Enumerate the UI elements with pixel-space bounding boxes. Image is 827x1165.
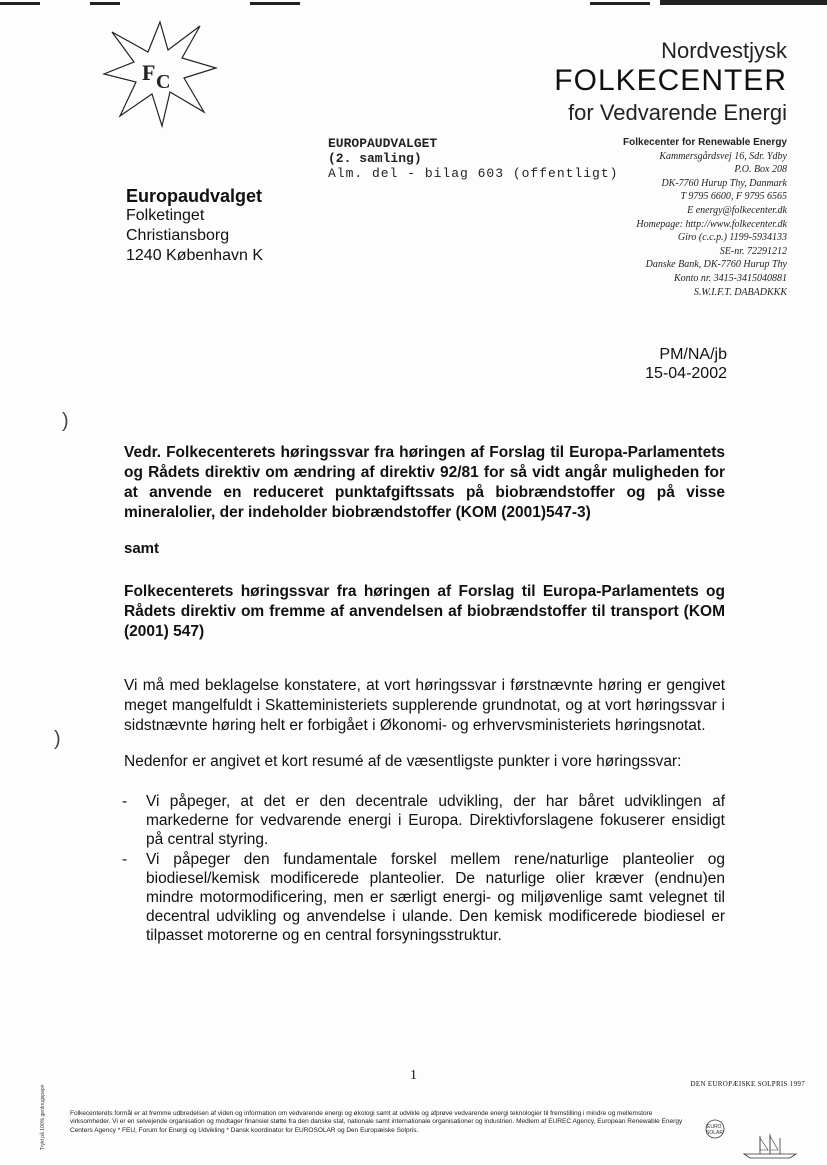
reference-block: [645, 345, 727, 383]
contact-block: [623, 136, 787, 299]
recipient-line: 1240 København K: [126, 247, 263, 264]
body-paragraph-2: Nedenfor er angivet et kort resumé af de væsentligste punkter i vore høringssvar:: [124, 753, 682, 770]
page-number: 1: [410, 1068, 417, 1083]
folkecenter-logo: [100, 18, 220, 130]
svg-text:EURO: EURO: [707, 1124, 722, 1130]
recipient-line: Christiansborg: [126, 227, 230, 244]
subject-heading-1: Vedr. Folkecenterets høringssvar fra høringen af Forslag til Europa-Parlamentets og Rådets direktiv om ændring af direktiv 92/81 for så vidt angår muligheden for at anvende en reduceret punktafgiftssats på biobrændstoffer og på visse mineralolier, der indeholder biobrændstoffer (KOM (2001)547-3): [124, 444, 725, 521]
contact-line: Danske Bank, DK-7760 Hurup Thy: [645, 259, 787, 271]
margin-mark: ): [62, 410, 69, 432]
contact-line: Giro (c.c.p.) 1199-5934133: [677, 232, 787, 244]
bullet-item-1: - Vi påpeger, at det er den decentrale udvikling, der har båret udviklingen af markederne for vedvarende energi i Europa. Direktivforslagene fokuserer ensidigt på central styring.: [124, 792, 725, 849]
contact-line: SE-nr. 72291212: [719, 245, 787, 257]
margin-mark: ): [54, 728, 61, 750]
org-name-line1: Nordvestjysk: [661, 38, 787, 63]
svg-text:F: F: [142, 60, 156, 85]
footer-text: Folkecenterets formål er at fremme udbredelsen af viden og information om vedvarende energi og økologi samt at udvikle og afprøve vedvarende energi teknologier til fremstilling i mindre og mellemstore virksomheder. Vi er en selvejende organisation og modtager finansiel støtte fra den danske stat, nationale samt internationale organisationer og industrien. Medlem af EUREC Agency, European Renewable Energy Centers Agency * FEU, Forum for Energi og Udvikling * Dansk koordinator for EUROSOLAR og Den Europæiske Solpris.: [70, 1110, 683, 1134]
contact-line: DK-7760 Hurup Thy, Danmark: [661, 177, 787, 189]
recycled-paper-note: Trykt på 100% genbrugspapir: [40, 1084, 46, 1150]
contact-line: P.O. Box 208: [734, 164, 787, 176]
bullet-item-2: - Vi påpeger den fundamentale forskel mellem rene/naturlige planteolier og biodiesel/kemisk modificerede planteolier. De naturlige olier kræver (endnu)en mindre motormodificering, men er særligt energi- og miljøvenlige samt velegnet til decentral udvikling og anvendelse i ulande. Den kemisk modificerede biodiesel er tilpasset motorerne og en central forsyningsstruktur.: [124, 850, 725, 945]
stamp-line3: Alm. del - bilag 603 (offentligt): [328, 166, 619, 181]
recipient-line: Folketinget: [126, 207, 205, 224]
stamp-line1: EUROPAUDVALGET: [328, 136, 438, 151]
conjunction-samt: samt: [124, 540, 160, 557]
solpris-label: DEN EUROPÆISKE SOLPRIS 1997: [690, 1080, 805, 1088]
recipient-name: Europaudvalget: [126, 186, 263, 206]
body-paragraph-1: Vi må med beklagelse konstatere, at vort høringssvar i førstnævnte høring er gengivet meget mangelfuldt i Skatteministeriets supplerende grundnotat, og at vort høringssvar i sidstnævnte høring helt er forbigået i Økonomi- og erhvervsministeriets høringsnotat.: [124, 677, 725, 734]
contact-line: T 9795 6600, F 9795 6565: [680, 191, 787, 203]
org-name-line2: FOLKECENTER: [554, 64, 787, 97]
subject-heading-2: Folkecenterets høringssvar fra høringen af Forslag til Europa-Parlamentets og Rådets direktiv om fremme af anvendelsen af biobrændstoffer til transport (KOM (2001) 547): [124, 583, 725, 640]
reference-date: 15-04-2002: [645, 365, 727, 382]
recipient-address: [126, 186, 263, 266]
registration-stamp: [328, 136, 618, 181]
svg-text:SOLAR: SOLAR: [706, 1130, 723, 1136]
org-name-line3: for Vedvarende Energi: [568, 100, 787, 125]
contact-line: Kammersgårdsvej 16, Sdr. Ydby: [659, 150, 787, 162]
contact-line: Folkecenter for Renewable Energy: [623, 137, 787, 148]
scan-top-edge: [0, 0, 827, 8]
contact-line: Homepage: http://www.folkecenter.dk: [636, 218, 787, 230]
reference-code: PM/NA/jb: [659, 346, 727, 363]
contact-line: S.W.I.F.T. DABADKKK: [693, 286, 787, 298]
sailing-ship-icon: [740, 1132, 800, 1160]
bullet-list: [124, 792, 725, 849]
eurosolar-logo: [704, 1118, 726, 1140]
stamp-line2: (2. samling): [328, 151, 422, 166]
svg-text:C: C: [156, 71, 171, 93]
contact-line: E energy@folkecenter.dk: [687, 204, 787, 216]
contact-line: Konto nr. 3415-3415040881: [673, 272, 787, 284]
bullet-list: [124, 850, 725, 945]
